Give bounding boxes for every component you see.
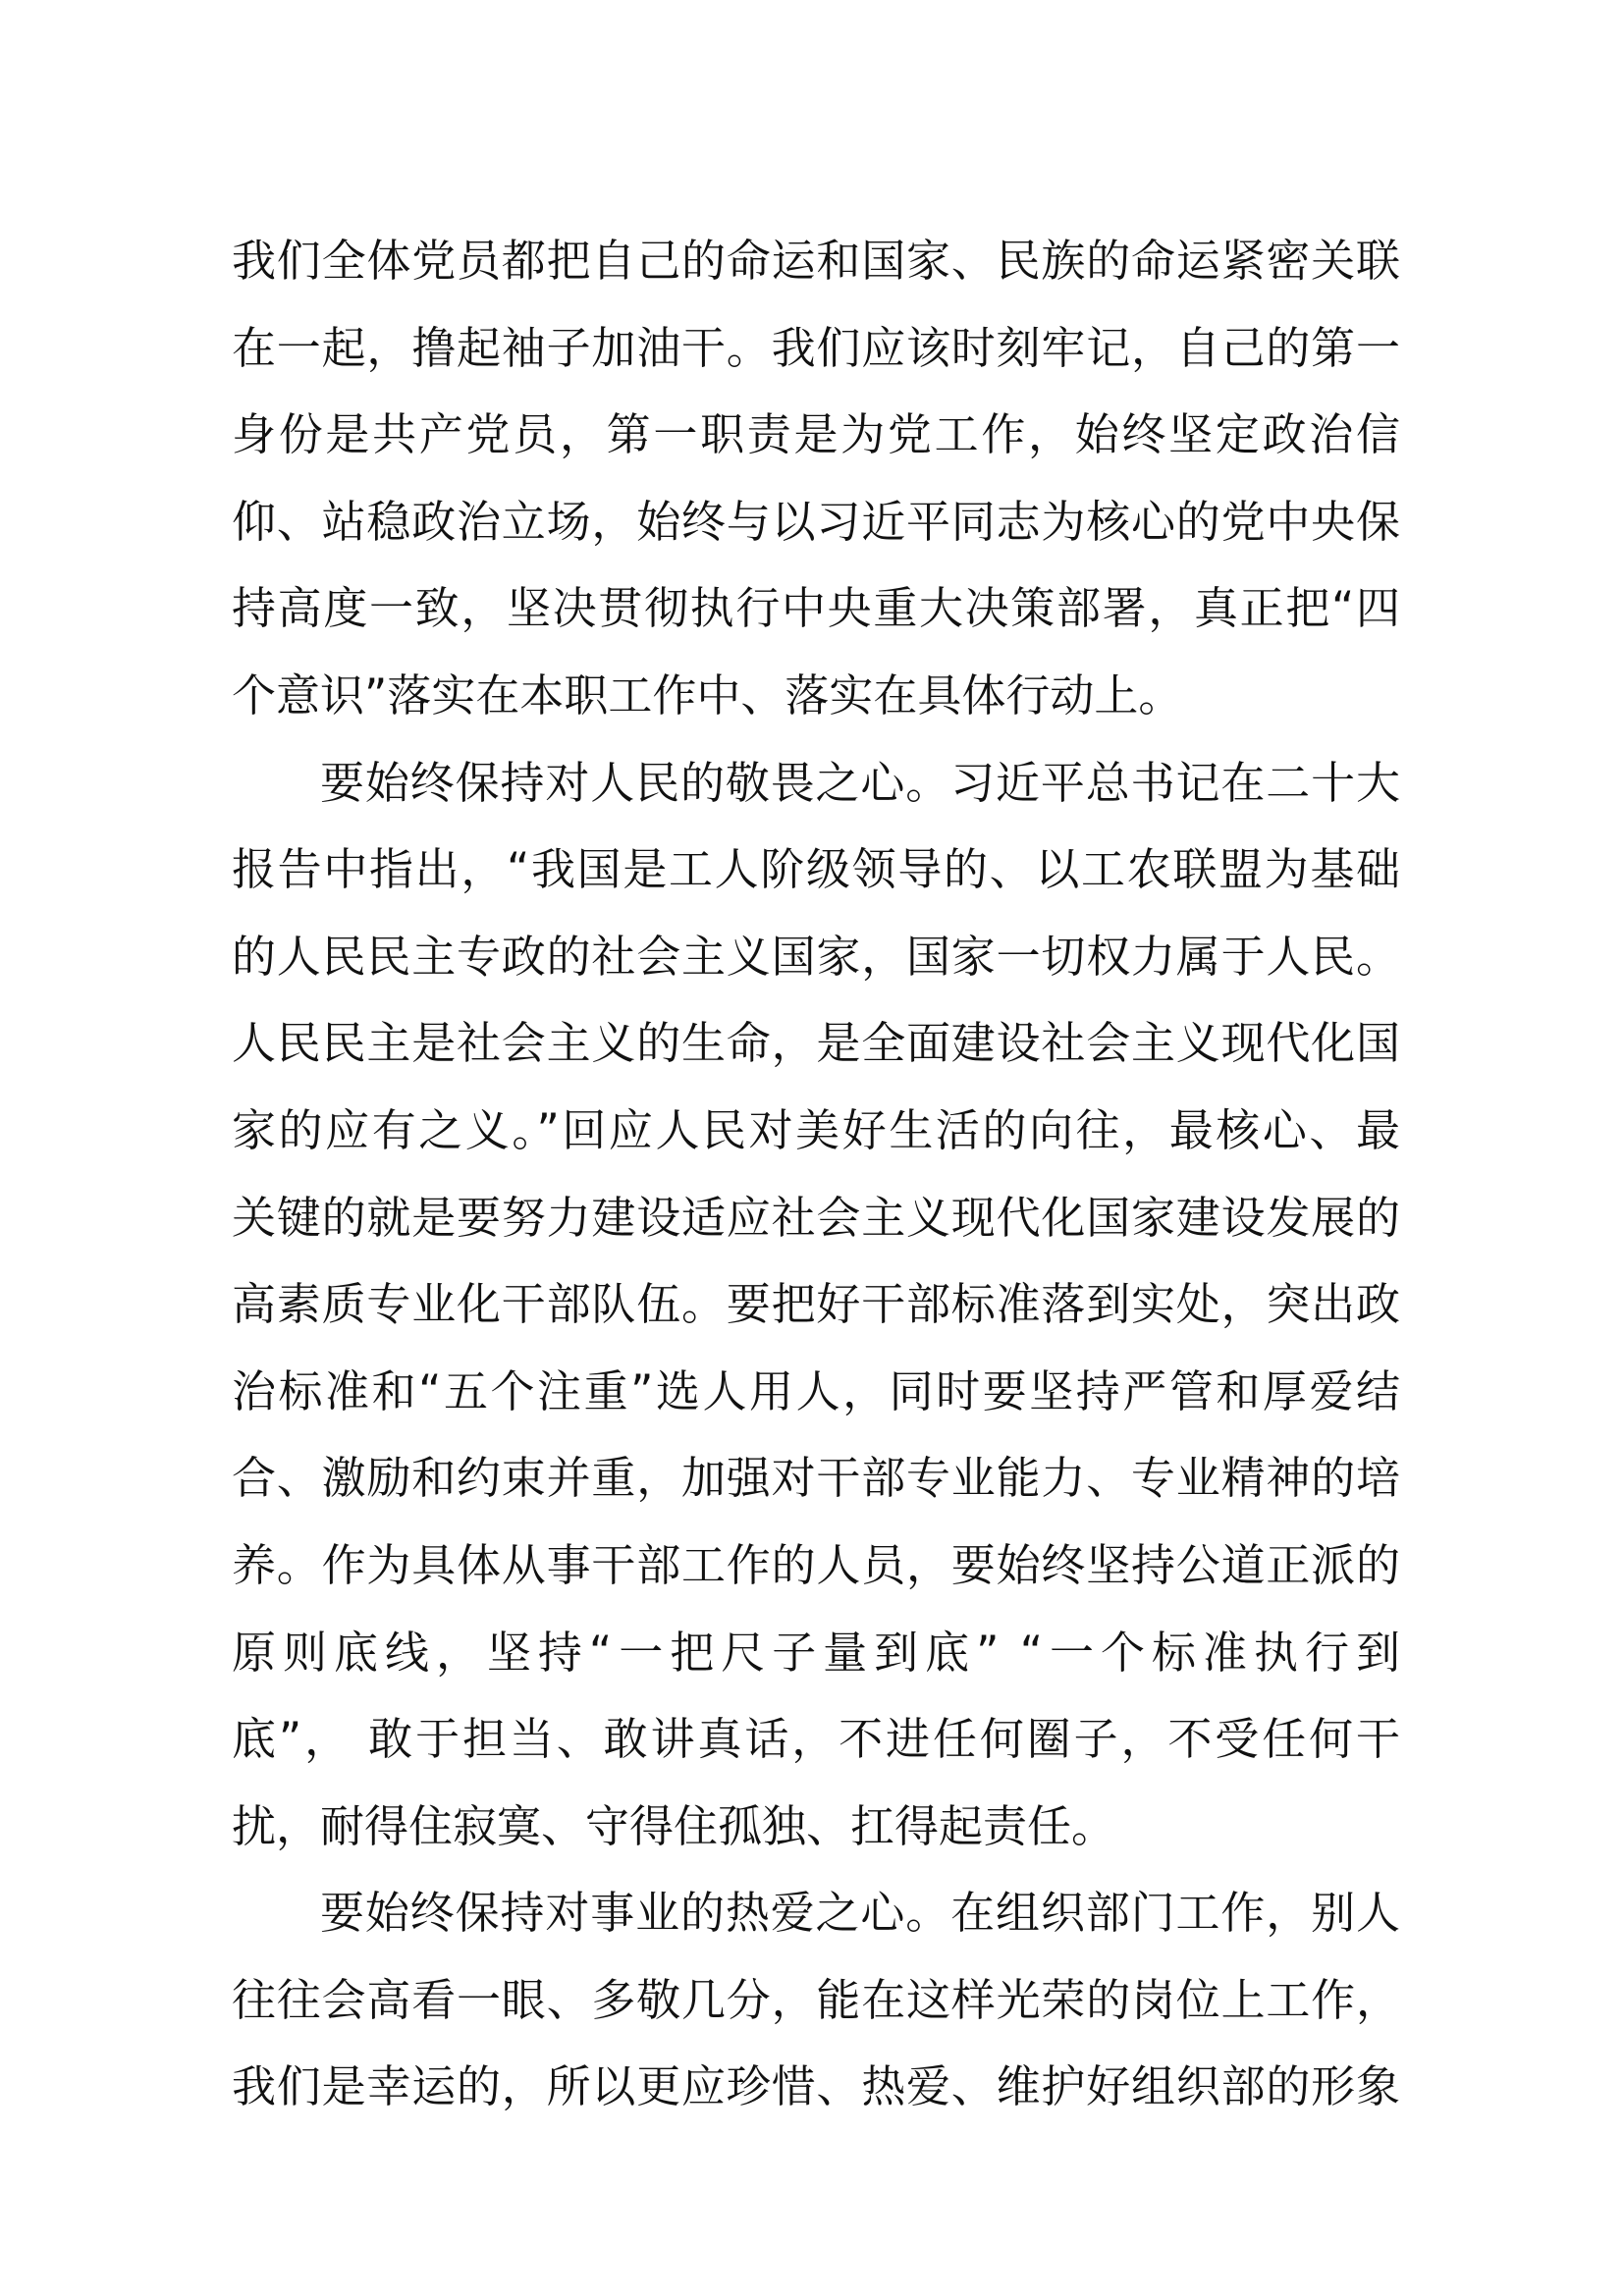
text-line: 持高度一致，坚决贯彻执行中央重大决策部署，真正把“四 [232,582,1400,635]
text-line: 个意识”落实在本职工作中、落实在具体行动上。 [232,668,1183,721]
text-line: 原则底线，坚持“一把尺子量到底” “一个标准执行到 [232,1626,1400,1679]
text-line: 仰、站稳政治立场，始终与以习近平同志为核心的党中央保 [232,495,1400,548]
text-line: 在一起，撸起袖子加油干。我们应该时刻牢记，自己的第一 [232,321,1400,374]
paragraph-first-line: 要始终保持对事业的热爱之心。在组织部门工作，别人 [320,1887,1400,1940]
text-line: 关键的就是要努力建设适应社会主义现代化国家建设发展的 [232,1191,1400,1244]
paragraph-first-line: 要始终保持对人民的敬畏之心。习近平总书记在二十大 [320,756,1400,809]
text-line: 合、激励和约束并重，加强对干部专业能力、专业精神的培 [232,1452,1400,1505]
text-line: 底”， 敢于担当、敢讲真话，不进任何圈子，不受任何干 [232,1713,1400,1766]
body-text [232,218,1400,2131]
text-line: 的人民民主专政的社会主义国家，国家一切权力属于人民。 [232,930,1400,983]
text-line: 养。作为具体从事干部工作的人员，要始终坚持公道正派的 [232,1538,1400,1591]
text-line: 高素质专业化干部队伍。要把好干部标准落到实处，突出政 [232,1278,1400,1331]
text-line: 人民民主是社会主义的生命，是全面建设社会主义现代化国 [232,1017,1400,1070]
text-line: 我们全体党员都把自己的命运和国家、民族的命运紧密关联 [232,235,1400,287]
text-line: 往往会高看一眼、多敬几分，能在这样光荣的岗位上工作， [232,1973,1400,2026]
text-line: 报告中指出，“我国是工人阶级领导的、以工农联盟为基础 [232,843,1400,896]
text-line: 我们是幸运的，所以更应珍惜、热爱、维护好组织部的形象 [232,2060,1400,2113]
text-line: 治标准和“五个注重”选人用人，同时要坚持严管和厚爱结 [232,1364,1400,1417]
text-line: 身份是共产党员，第一职责是为党工作，始终坚定政治信 [232,408,1400,461]
text-line: 扰，耐得住寂寞、守得住孤独、扛得起责任。 [232,1799,1116,1852]
text-line: 家的应有之义。”回应人民对美好生活的向往，最核心、最 [232,1103,1400,1156]
